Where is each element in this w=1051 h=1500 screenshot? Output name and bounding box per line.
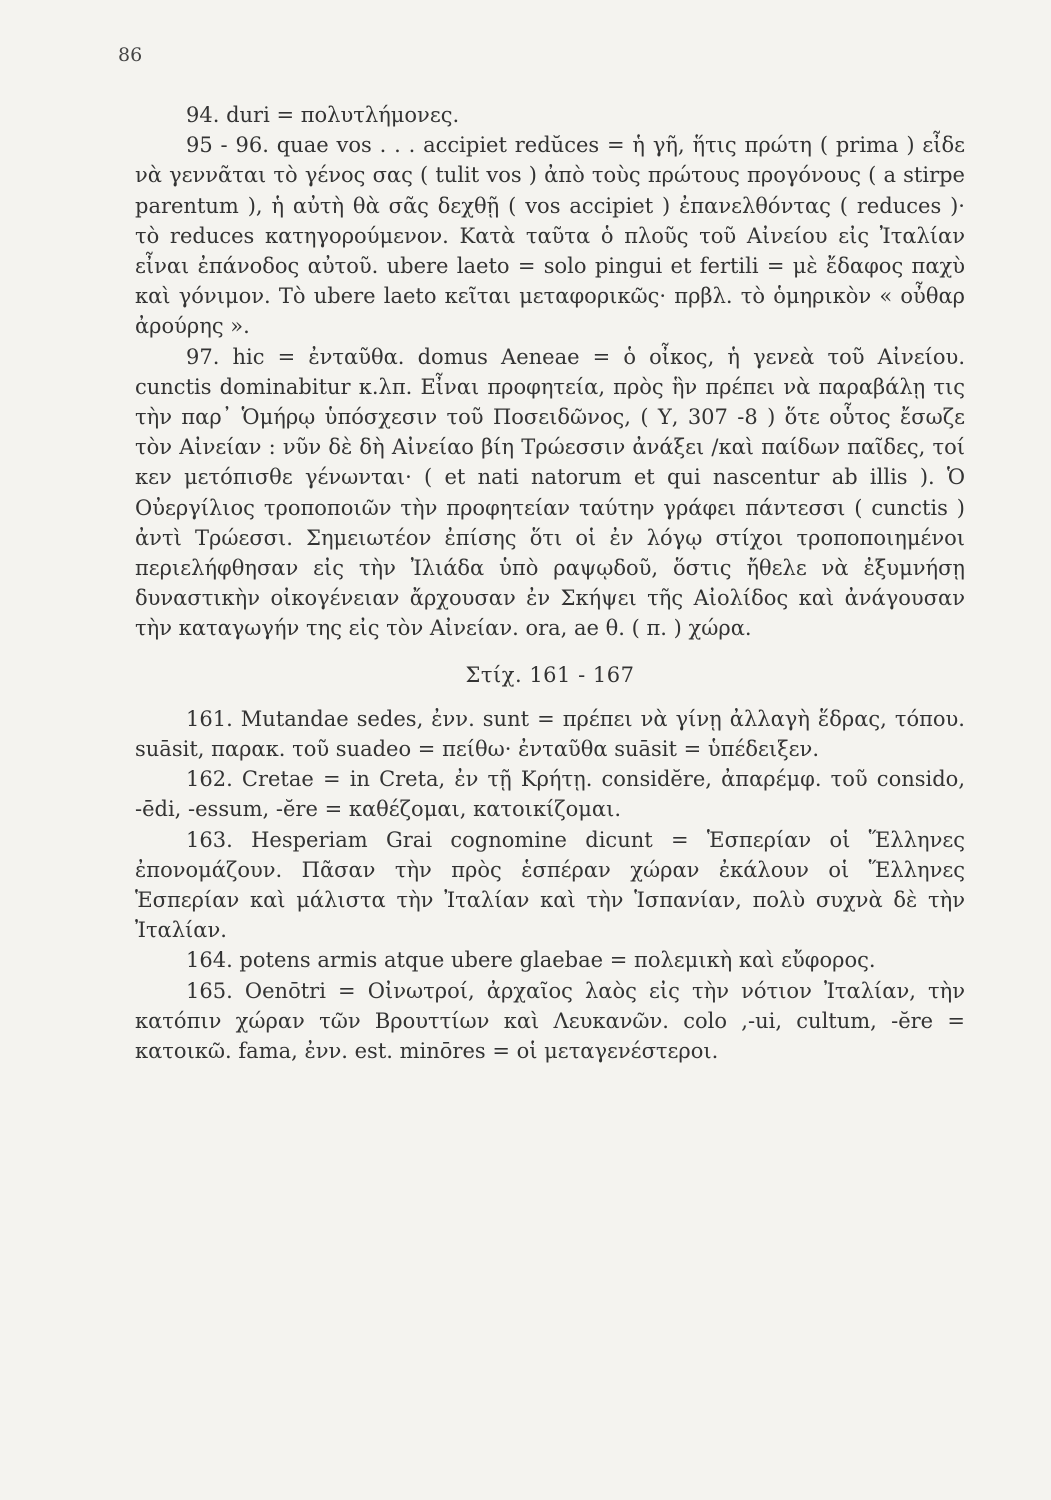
note-163: 163. Hesperiam Grai cognomine dicunt = Ἑσπερίαν οἱ Ἕλληνες ἐπονομάζουν. Πᾶσαν τὴν πρὸς ἑσπέραν χώραν ἐκάλουν οἱ Ἕλληνες Ἑσπερίαν καὶ μάλιστα τὴν Ἰταλίαν καὶ τὴν Ἱσπανίαν, πολὺ συχνὰ δὲ τὴν Ἰταλίαν.	[135, 827, 965, 943]
note-94: 94. duri = πολυτλήμονες.	[186, 103, 460, 127]
note-95-96: 95 - 96. quae vos . . . accipiet redŭces = ἡ γῆ, ἥτις πρώτη ( prima ) εἶδε νὰ γεννᾶται τὸ γένος σας ( tulit vos ) ἀπὸ τοὺς πρώτους προγόνους ( a stirpe parentum ), ἡ αὐτὴ θὰ σᾶς δεχθῇ ( vos accipiet ) ἐπανελθόντας ( reduces )· τὸ reduces κατηγορούμενον. Κατὰ ταῦτα ὁ πλοῦς τοῦ Αἰνείου εἰς Ἰταλίαν εἶναι ἐπάνοδος αὐτοῦ. ubere laeto = solo pingui et fertili = μὲ ἔδαφος παχὺ καὶ γόνιμον. Τὸ ubere laeto κεῖται μεταφορικῶς· πρβλ. τὸ ὁμηρικὸν « οὖθαρ ἀρούρης ».	[135, 133, 965, 339]
note-164: 164. potens armis atque ubere glaebae = πολεμικὴ καὶ εὔφορος.	[186, 948, 876, 973]
note-162: 162. Cretae = in Creta, ἐν τῇ Κρήτῃ. considĕre, ἀπαρέμφ. τοῦ consido, -ēdi, -essum, -ĕre = καθέζομαι, κατοικίζομαι.	[135, 767, 965, 822]
note-97: 97. hic = ἐνταῦθα. domus Aeneae = ὁ οἶκος, ἡ γενεὰ τοῦ Αἰνείου. cunctis dominabitur κ.λπ. Εἶναι προφητεία, πρὸς ἣν πρέπει νὰ παραβάλῃ τις τὴν παρ᾽ Ὁμήρῳ ὑπόσχεσιν τοῦ Ποσειδῶνος, ( Υ, 307 -8 ) ὅτε οὗτος ἔσωζε τὸν Αἰνείαν : νῦν δὲ δὴ Αἰνείαο βίη Τρώεσσιν ἀνάξει /καὶ παίδων παῖδες, τοί κεν μετόπισθε γένωνται· ( et nati natorum et qui nascentur ab illis ). Ὁ Οὐεργίλιος τροποποιῶν τὴν προφητείαν ταύτην γράφει πάντεσσι ( cunctis ) ἀντὶ Τρώεσσι. Σημειωτέον ἐπίσης ὅτι οἱ ἐν λόγῳ στίχοι τροποποιημένοι περιελήφθησαν εἰς τὴν Ἰλιάδα ὑπὸ ραψῳδοῦ, ὅστις ἤθελε νὰ ἐξυμνήσῃ δυναστικὴν οἰκογένειαν ἄρχουσαν ἐν Σκήψει τῆς Αἰολίδος καὶ ἀνάγουσαν τὴν καταγωγήν της εἰς τὸν Αἰνείαν. ora, ae θ. ( π. ) χώρα.	[135, 344, 965, 641]
page-number: 86	[118, 44, 143, 66]
section-heading: Στίχ. 161 - 167	[465, 662, 635, 687]
note-161: 161. Mutandae sedes, ἐνν. sunt = πρέπει νὰ γίνῃ ἀλλαγὴ ἕδρας, τόπου. suāsit, παρακ. τοῦ suadeo = πείθω· ἐνταῦθα suāsit = ὑπέδειξεν.	[135, 706, 965, 762]
commentary-body	[135, 100, 965, 1066]
note-165: 165. Oenōtri = Οἰνωτροί, ἀρχαῖος λαὸς εἰς τὴν νότιον Ἰταλίαν, τὴν κατόπιν χώραν τῶν Βρουττίων καὶ Λευκανῶν. colo ,-ui, cultum, -ĕre = κατοικῶ. fama, ἐνν. est. minōres = οἱ μεταγενέστεροι.	[135, 978, 965, 1064]
